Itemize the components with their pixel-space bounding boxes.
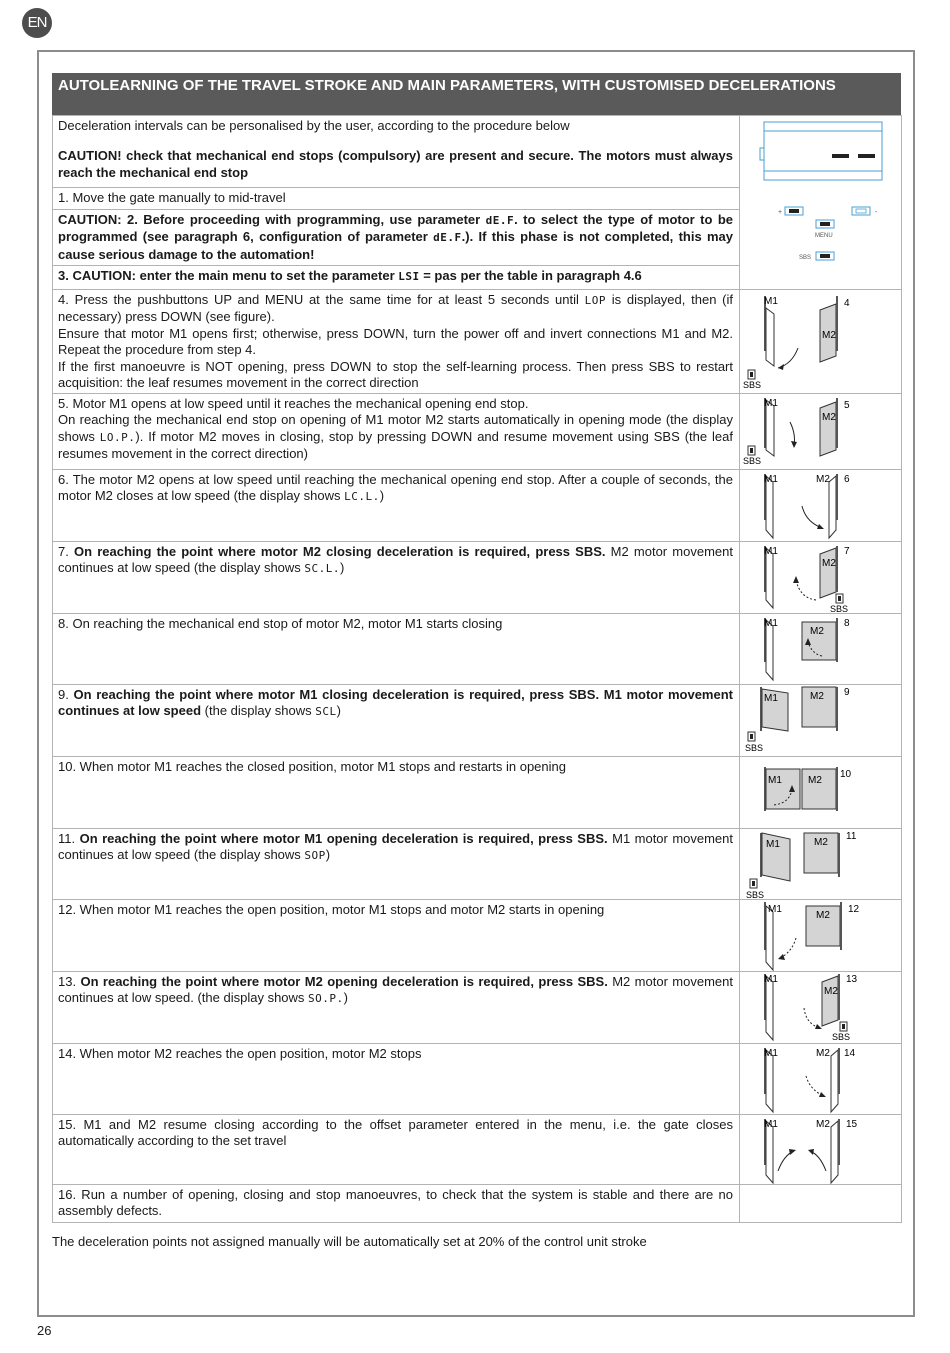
sbs-label: SBS xyxy=(746,890,765,900)
caution-text: CAUTION! check that mechanical end stops (compulsory) are present and secure. The motors must always reach the mechanical end stop xyxy=(58,148,733,180)
gate-diagram-5 xyxy=(740,394,902,470)
step-16: 16. Run a number of opening, closing and stop manoeuvres, to check that the system is stable and there are no assembly defects. xyxy=(53,1185,740,1223)
step-4: 4. Press the pushbuttons UP and MENU at the same time for at least 5 seconds until LOP is displayed, then (if necessary) press DOWN (see figure). Ensure that motor M1 opens first; otherwise, press DOWN, turn the power off and invert connections M1 and M2. Repeat the procedure from step 4. If the first manoeuvre is NOT opening, press DOWN to stop the self-learning process. Then press SBS to restart acquisition: the leaf resumes movement in the correct direction xyxy=(53,290,740,394)
display-code: LC.L. xyxy=(344,490,380,504)
m2-label: M2 xyxy=(810,626,824,637)
m2-label: M2 xyxy=(824,986,838,997)
table-row xyxy=(53,116,902,188)
step-12: 12. When motor M1 reaches the open position, motor M1 stops and motor M2 starts in opening xyxy=(53,900,740,972)
figure-5 xyxy=(740,394,902,470)
sbs-label: SBS xyxy=(799,255,812,261)
m1-label: M1 xyxy=(764,474,778,485)
gate-diagram-15 xyxy=(740,1115,902,1185)
gate-diagram-7 xyxy=(740,542,902,614)
sbs-label: SBS xyxy=(830,604,849,614)
figure-14 xyxy=(740,1044,902,1115)
m1-label: M1 xyxy=(764,398,778,409)
m1-label: M1 xyxy=(764,693,778,704)
display-code: SC.L. xyxy=(304,562,341,576)
sbs-label: SBS xyxy=(743,456,762,466)
language-badge: EN xyxy=(22,8,52,38)
display-code: dE.F xyxy=(485,214,515,227)
figure-number: 12 xyxy=(848,904,860,915)
figure-number: 10 xyxy=(840,769,852,780)
m2-label: M2 xyxy=(822,330,836,341)
sbs-label: SBS xyxy=(745,743,764,753)
figure-number: 11 xyxy=(846,831,857,842)
m2-label: M2 xyxy=(816,910,830,921)
figure-4 xyxy=(740,290,902,394)
step-5: 5. Motor M1 opens at low speed until it reaches the mechanical opening end stop. On reaching the mechanical end stop on opening of M1 motor M2 starts automatically in opening mode (the display shows LO.P.). If motor M2 moves in closing, stop by pressing DOWN and resume movement using SBS (the leaf resumes movement in the correct direction) xyxy=(53,394,740,470)
section-header: AUTOLEARNING OF THE TRAVEL STROKE AND MAIN PARAMETERS, WITH CUSTOMISED DECELERATIONS xyxy=(52,73,901,115)
step-8: 8. On reaching the mechanical end stop of motor M2, motor M1 starts closing xyxy=(53,614,740,685)
sbs-label: SBS xyxy=(832,1032,851,1042)
footnote: The deceleration points not assigned manually will be automatically set at 20% of the control unit stroke xyxy=(52,1234,647,1249)
step-14: 14. When motor M2 reaches the open position, motor M2 stops xyxy=(53,1044,740,1115)
table-row xyxy=(53,757,902,829)
table-row xyxy=(53,972,902,1044)
gate-diagram-9 xyxy=(740,685,902,757)
m2-label: M2 xyxy=(810,691,824,702)
table-row xyxy=(53,829,902,900)
figure-number: 8 xyxy=(844,618,850,629)
step-11: 11. On reaching the point where motor M1 opening deceleration is required, press SBS. M1 motor movement continues at low speed (the display shows SOP) xyxy=(53,829,740,900)
table-row xyxy=(53,685,902,757)
figure-15 xyxy=(740,1115,902,1185)
gate-diagram-11 xyxy=(740,829,902,900)
table-row xyxy=(53,1185,902,1223)
m2-label: M2 xyxy=(814,837,828,848)
procedure-table xyxy=(52,115,902,1223)
m2-label: M2 xyxy=(808,775,822,786)
step-15: 15. M1 and M2 resume closing according to the offset parameter entered in the menu, i.e. the gate closes automatically according to the set travel xyxy=(53,1115,740,1185)
gate-diagram-13 xyxy=(740,972,902,1044)
display-code: SO.P. xyxy=(308,992,344,1006)
figure-11 xyxy=(740,829,902,900)
gate-diagram-8 xyxy=(740,614,902,685)
step-10: 10. When motor M1 reaches the closed position, motor M1 stops and restarts in opening xyxy=(53,757,740,829)
m1-label: M1 xyxy=(764,974,778,985)
m1-label: M1 xyxy=(764,296,778,307)
figure-number: 14 xyxy=(844,1048,856,1059)
figure-number: 7 xyxy=(844,546,850,557)
control-panel-figure xyxy=(740,116,902,290)
display-code: dE.F xyxy=(433,231,462,245)
table-row xyxy=(53,394,902,470)
figure-7 xyxy=(740,542,902,614)
m2-label: M2 xyxy=(822,412,836,423)
display-code: LOP xyxy=(584,294,606,307)
step-3: 3. CAUTION: enter the main menu to set the parameter LSI = pas per the table in paragraph 4.6 xyxy=(53,266,740,290)
figure-number: 9 xyxy=(844,687,850,698)
step-6: 6. The motor M2 opens at low speed until reaching the mechanical opening end stop. After a couple of seconds, the motor M2 closes at low speed (the display shows LC.L.) xyxy=(53,470,740,542)
table-row xyxy=(53,900,902,972)
figure-8 xyxy=(740,614,902,685)
step-13: 13. On reaching the point where motor M2 opening deceleration is required, press SBS. M2 motor movement continues at low speed. (the display shows SO.P.) xyxy=(53,972,740,1044)
gate-diagram-10 xyxy=(740,757,902,829)
table-row xyxy=(53,1044,902,1115)
table-row xyxy=(53,290,902,394)
step-2: CAUTION: 2. Before proceeding with programming, use parameter dE.F. to select the type of motor to be programmed (see paragraph 6, configuration of parameter dE.F.). If this phase is not completed, this may cause serious damage to the automation! xyxy=(53,210,740,266)
m1-label: M1 xyxy=(764,1119,778,1130)
table-row xyxy=(53,1115,902,1185)
empty-figure-cell xyxy=(740,1185,902,1223)
m2-label: M2 xyxy=(816,474,830,485)
gate-diagram-14 xyxy=(740,1044,902,1115)
minus-label: - xyxy=(875,209,878,216)
control-panel-diagram xyxy=(740,116,902,266)
table-row xyxy=(53,470,902,542)
figure-13 xyxy=(740,972,902,1044)
step-9: 9. On reaching the point where motor M1 closing deceleration is required, press SBS. M1 motor movement continues at low speed (the display shows SCL) xyxy=(53,685,740,757)
gate-diagram-12 xyxy=(740,900,902,972)
figure-9 xyxy=(740,685,902,757)
m1-label: M1 xyxy=(764,618,778,629)
gate-diagram-4 xyxy=(740,290,902,394)
figure-number: 13 xyxy=(846,974,858,985)
m1-label: M1 xyxy=(768,904,782,915)
table-row xyxy=(53,542,902,614)
m2-label: M2 xyxy=(816,1119,830,1130)
figure-number: 6 xyxy=(844,474,850,485)
m2-label: M2 xyxy=(816,1048,830,1059)
figure-12 xyxy=(740,900,902,972)
sbs-label: SBS xyxy=(743,380,762,390)
plus-label: + xyxy=(778,209,783,216)
m2-label: M2 xyxy=(822,558,836,569)
display-code: LO.P. xyxy=(99,430,136,444)
display-code: LSI xyxy=(398,270,420,283)
step-7: 7. On reaching the point where motor M2 closing deceleration is required, press SBS. M2 motor movement continues at low speed (the display shows SC.L.) xyxy=(53,542,740,614)
page-number: 26 xyxy=(37,1323,52,1338)
gate-diagram-6 xyxy=(740,470,902,542)
table-row xyxy=(53,614,902,685)
display-code: SCL xyxy=(315,705,337,719)
intro-cell xyxy=(53,116,740,188)
display-code: SOP xyxy=(304,849,326,863)
figure-number: 4 xyxy=(844,298,850,309)
figure-6 xyxy=(740,470,902,542)
m1-label: M1 xyxy=(764,1048,778,1059)
figure-10 xyxy=(740,757,902,829)
figure-number: 15 xyxy=(846,1119,858,1130)
m1-label: M1 xyxy=(766,839,780,850)
m1-label: M1 xyxy=(764,546,778,557)
intro-text: Deceleration intervals can be personalised by the user, according to the procedure below xyxy=(58,118,570,133)
figure-number: 5 xyxy=(844,400,850,411)
step-1: 1. Move the gate manually to mid-travel xyxy=(53,188,740,210)
m1-label: M1 xyxy=(768,775,782,786)
menu-label: MENU xyxy=(815,233,833,239)
